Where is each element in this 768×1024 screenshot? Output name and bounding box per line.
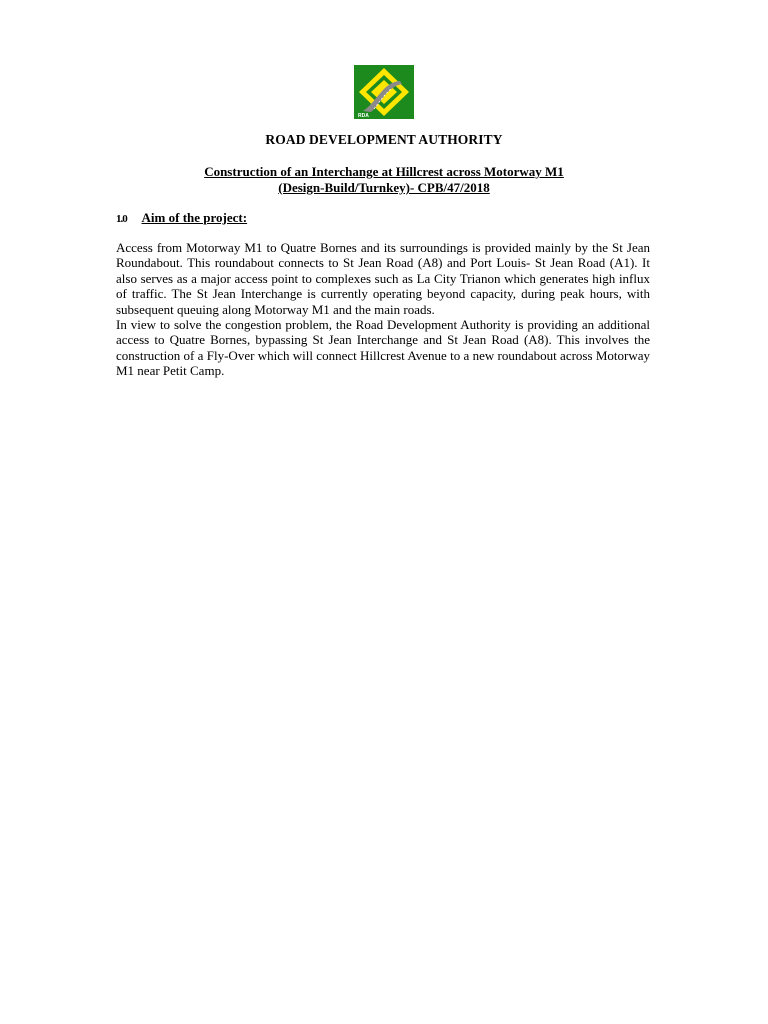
paragraph-1: Access from Motorway M1 to Quatre Bornes and its surroundings is provided mainly by the St Jean Roundabout. This roundabout connects to St Jean Road (A8) and Port Louis- St Jean Road (A1). It also serves as a major access point to complexes such as La City Trianon which generates high influx of traffic. The St Jean Interchange is currently operating beyond capacity, during peak hours, with subsequent queuing along Motorway M1 and the main roads. xyxy=(116,240,650,317)
organization-title: ROAD DEVELOPMENT AUTHORITY xyxy=(265,132,503,147)
section-heading xyxy=(116,210,247,226)
paragraph-2: In view to solve the congestion problem, the Road Development Authority is providing an additional access to Quatre Bornes, bypassing St Jean Interchange and St Jean Road (A8). This involves the construction of a Fly-Over which will connect Hillcrest Avenue to a new roundabout across Motorway M1 near Petit Camp. xyxy=(116,317,650,379)
rda-logo xyxy=(354,65,414,119)
project-title-line2: (Design-Build/Turnkey)- CPB/47/2018 xyxy=(278,180,490,195)
logo-text: RDA xyxy=(358,113,369,119)
project-title xyxy=(0,164,768,196)
section-number: 1.0 xyxy=(116,213,127,225)
project-title-line1: Construction of an Interchange at Hillcrest across Motorway M1 xyxy=(204,164,564,179)
section-body xyxy=(116,240,650,379)
section-heading-label: Aim of the project: xyxy=(141,210,248,225)
